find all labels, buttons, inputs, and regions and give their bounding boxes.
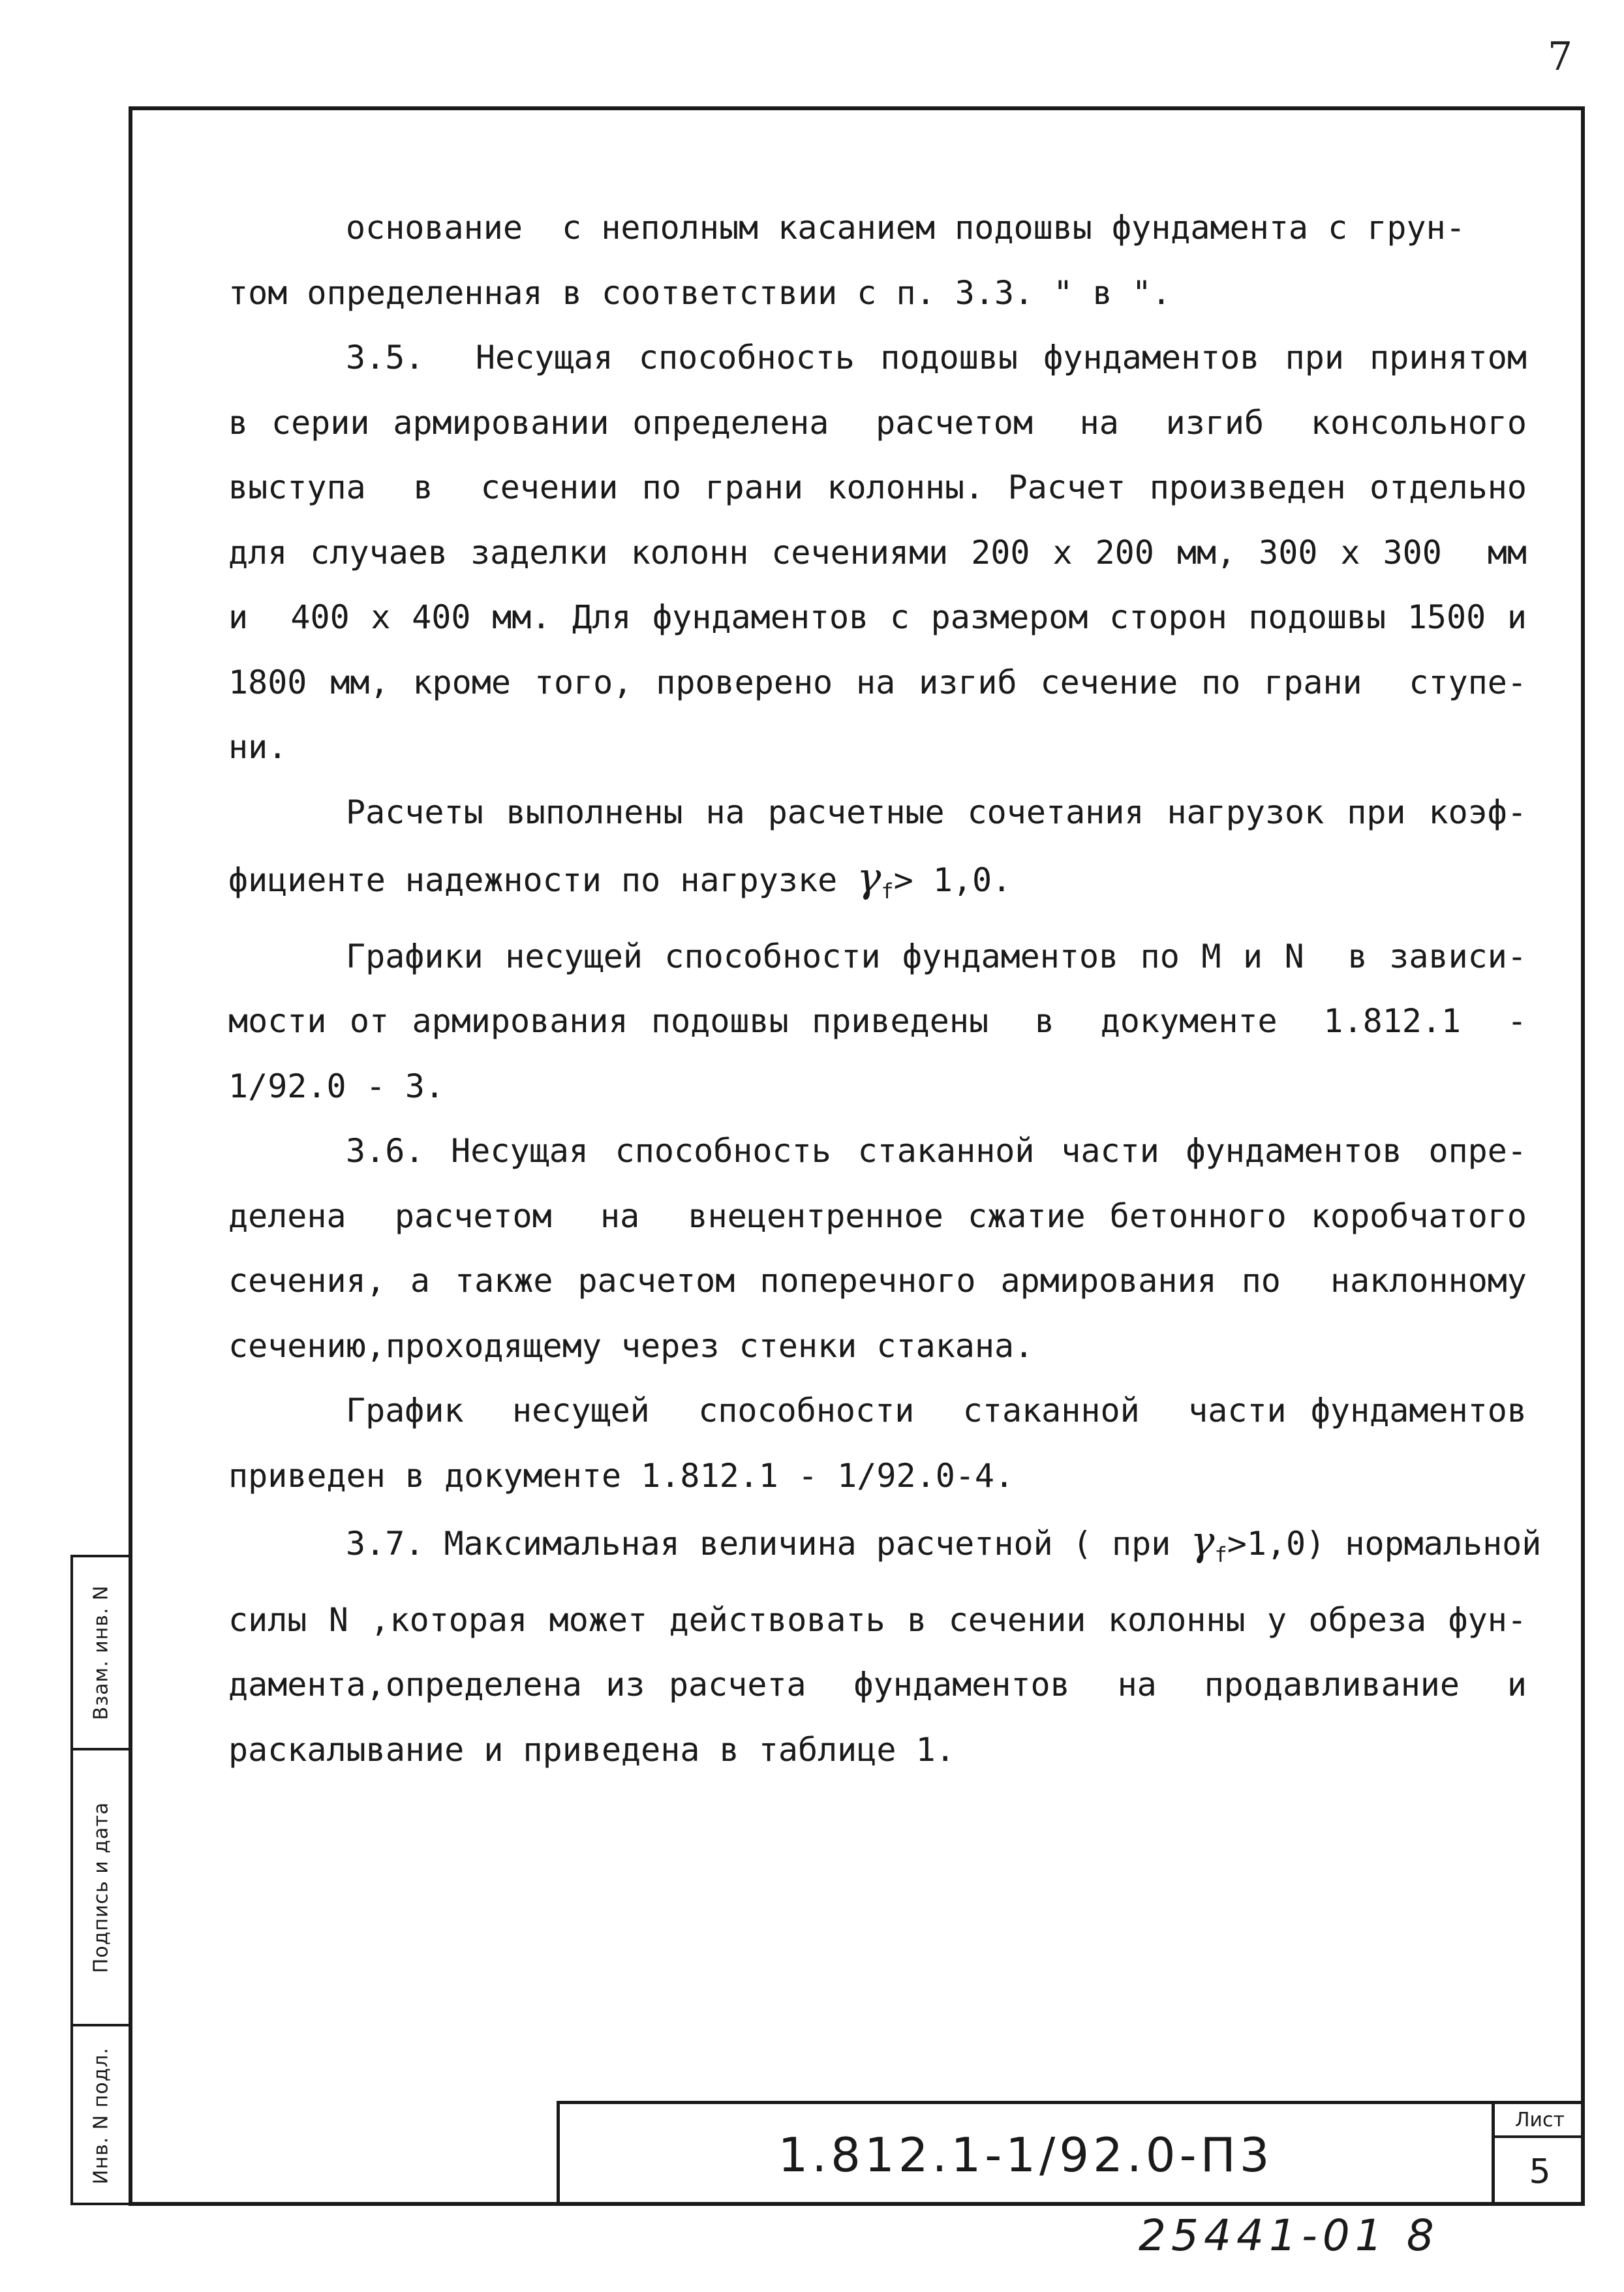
line-text: выступа в сечении по грани колонны. Расчет произведен отдельно — [228, 468, 1527, 506]
stamp-replacement-inv-label: Взам. инв. N — [89, 1585, 112, 1720]
title-block — [557, 2101, 1585, 2206]
text-line — [228, 1653, 1527, 1718]
paragraph — [228, 924, 1527, 1120]
text-line — [228, 1249, 1527, 1314]
text-line — [228, 1054, 1527, 1120]
text-line — [228, 1718, 1527, 1783]
line-text: ни. — [228, 728, 288, 766]
gamma-subscript: f — [1214, 1542, 1227, 1567]
line-text: Расчеты выполнены на расчетные сочетания нагрузок при коэф- — [346, 793, 1527, 831]
text-line — [228, 455, 1527, 521]
stamp-cell-original-inv — [73, 2026, 129, 2205]
stamp-signature-date-label: Подпись и дата — [89, 1801, 112, 1973]
paragraph — [228, 1119, 1527, 1379]
line-text: сечения, а также расчетом поперечного армирования по наклонному — [228, 1262, 1527, 1300]
stamp-cell-signature-date — [73, 1750, 129, 2026]
line-text: дамента,определена из расчета фундаментов на продавливание и — [228, 1666, 1527, 1704]
line-text: фициенте надежности по нагрузке — [228, 861, 857, 899]
line-text: Графики несущей способности фундаментов по М и N в зависи- — [346, 937, 1527, 975]
gamma-symbol: γ — [1190, 1517, 1215, 1565]
line-text: 1800 мм, кроме того, проверено на изгиб сечение по грани ступе- — [228, 663, 1527, 701]
text-line — [228, 1184, 1527, 1249]
text-line — [228, 326, 1527, 391]
line-text: делена расчетом на внецентренное сжатие бетонного коробчатого — [228, 1197, 1527, 1235]
text-line — [228, 1508, 1542, 1588]
line-text: сечению,проходящему через стенки стакана. — [228, 1326, 1034, 1365]
line-text-after: > 1,0. — [893, 861, 1012, 899]
paragraph — [228, 326, 1527, 780]
line-text: График несущей способности стаканной части фундаментов — [346, 1392, 1527, 1429]
sheet-label: Лист — [1495, 2104, 1585, 2138]
text-line — [228, 1444, 1527, 1509]
text-line — [228, 261, 1527, 326]
line-text: и 400 х 400 мм. Для фундаментов с размером сторон подошвы 1500 и — [228, 598, 1527, 636]
text-line — [228, 521, 1527, 586]
text-line — [228, 391, 1527, 456]
stamp-original-inv-label: Инв. N подл. — [89, 2047, 112, 2185]
line-text: основание с неполным касанием подошвы фундамента с грун- — [346, 209, 1465, 247]
line-text: 1/92.0 - 3. — [228, 1067, 445, 1105]
line-text-after: >1,0) нормальной — [1227, 1525, 1542, 1563]
text-line — [228, 845, 1527, 924]
line-text: 3.6. Несущая способность стаканной части фундаментов опре- — [346, 1132, 1527, 1170]
paragraph — [228, 1379, 1527, 1508]
text-line — [228, 780, 1527, 846]
line-text: приведен в документе 1.812.1 - 1/92.0-4. — [228, 1456, 1015, 1495]
text-line — [228, 1379, 1527, 1444]
line-text: 3.5. Несущая способность подошвы фундаментов при принятом — [346, 339, 1527, 376]
sheet-number: 5 — [1529, 2152, 1551, 2192]
side-stamp — [70, 1555, 129, 2205]
text-line — [228, 650, 1527, 716]
line-text: в серии армировании определена расчетом на изгиб консольного — [228, 403, 1527, 442]
gamma-subscript: f — [881, 879, 894, 904]
sheet-box — [1492, 2104, 1585, 2206]
text-line — [228, 1314, 1527, 1379]
text-line — [228, 924, 1527, 990]
line-text: для случаев заделки колонн сечениями 200 х 200 мм, 300 х 300 мм — [228, 533, 1527, 572]
paragraph — [228, 1508, 1542, 1782]
line-text: силы N ,которая может действовать в сечении колонны у обреза фун- — [228, 1600, 1527, 1639]
document-code: 1.812.1-1/92.0-П3 — [778, 2128, 1274, 2182]
body-text — [228, 196, 1542, 1782]
paragraph — [228, 196, 1527, 326]
line-text: том определенная в соответствии с п. 3.3. " в ". — [228, 273, 1171, 312]
archive-number: 25441-01 8 — [1139, 2210, 1439, 2261]
page-number: 7 — [1548, 34, 1573, 80]
line-text: мости от армирования подошвы приведены в документе 1.812.1 - — [228, 1002, 1527, 1040]
line-text: 3.7. Максимальная величина расчетной ( при — [346, 1525, 1191, 1563]
text-line — [228, 1119, 1527, 1184]
text-line — [228, 196, 1527, 261]
text-line — [228, 715, 1527, 780]
line-text: раскалывание и приведена в таблице 1. — [228, 1730, 955, 1769]
text-line — [228, 1588, 1527, 1653]
gamma-symbol: γ — [857, 853, 881, 901]
text-line — [228, 585, 1527, 650]
paragraph — [228, 780, 1527, 924]
text-line — [228, 989, 1527, 1054]
stamp-cell-replacement-inv — [73, 1557, 129, 1750]
